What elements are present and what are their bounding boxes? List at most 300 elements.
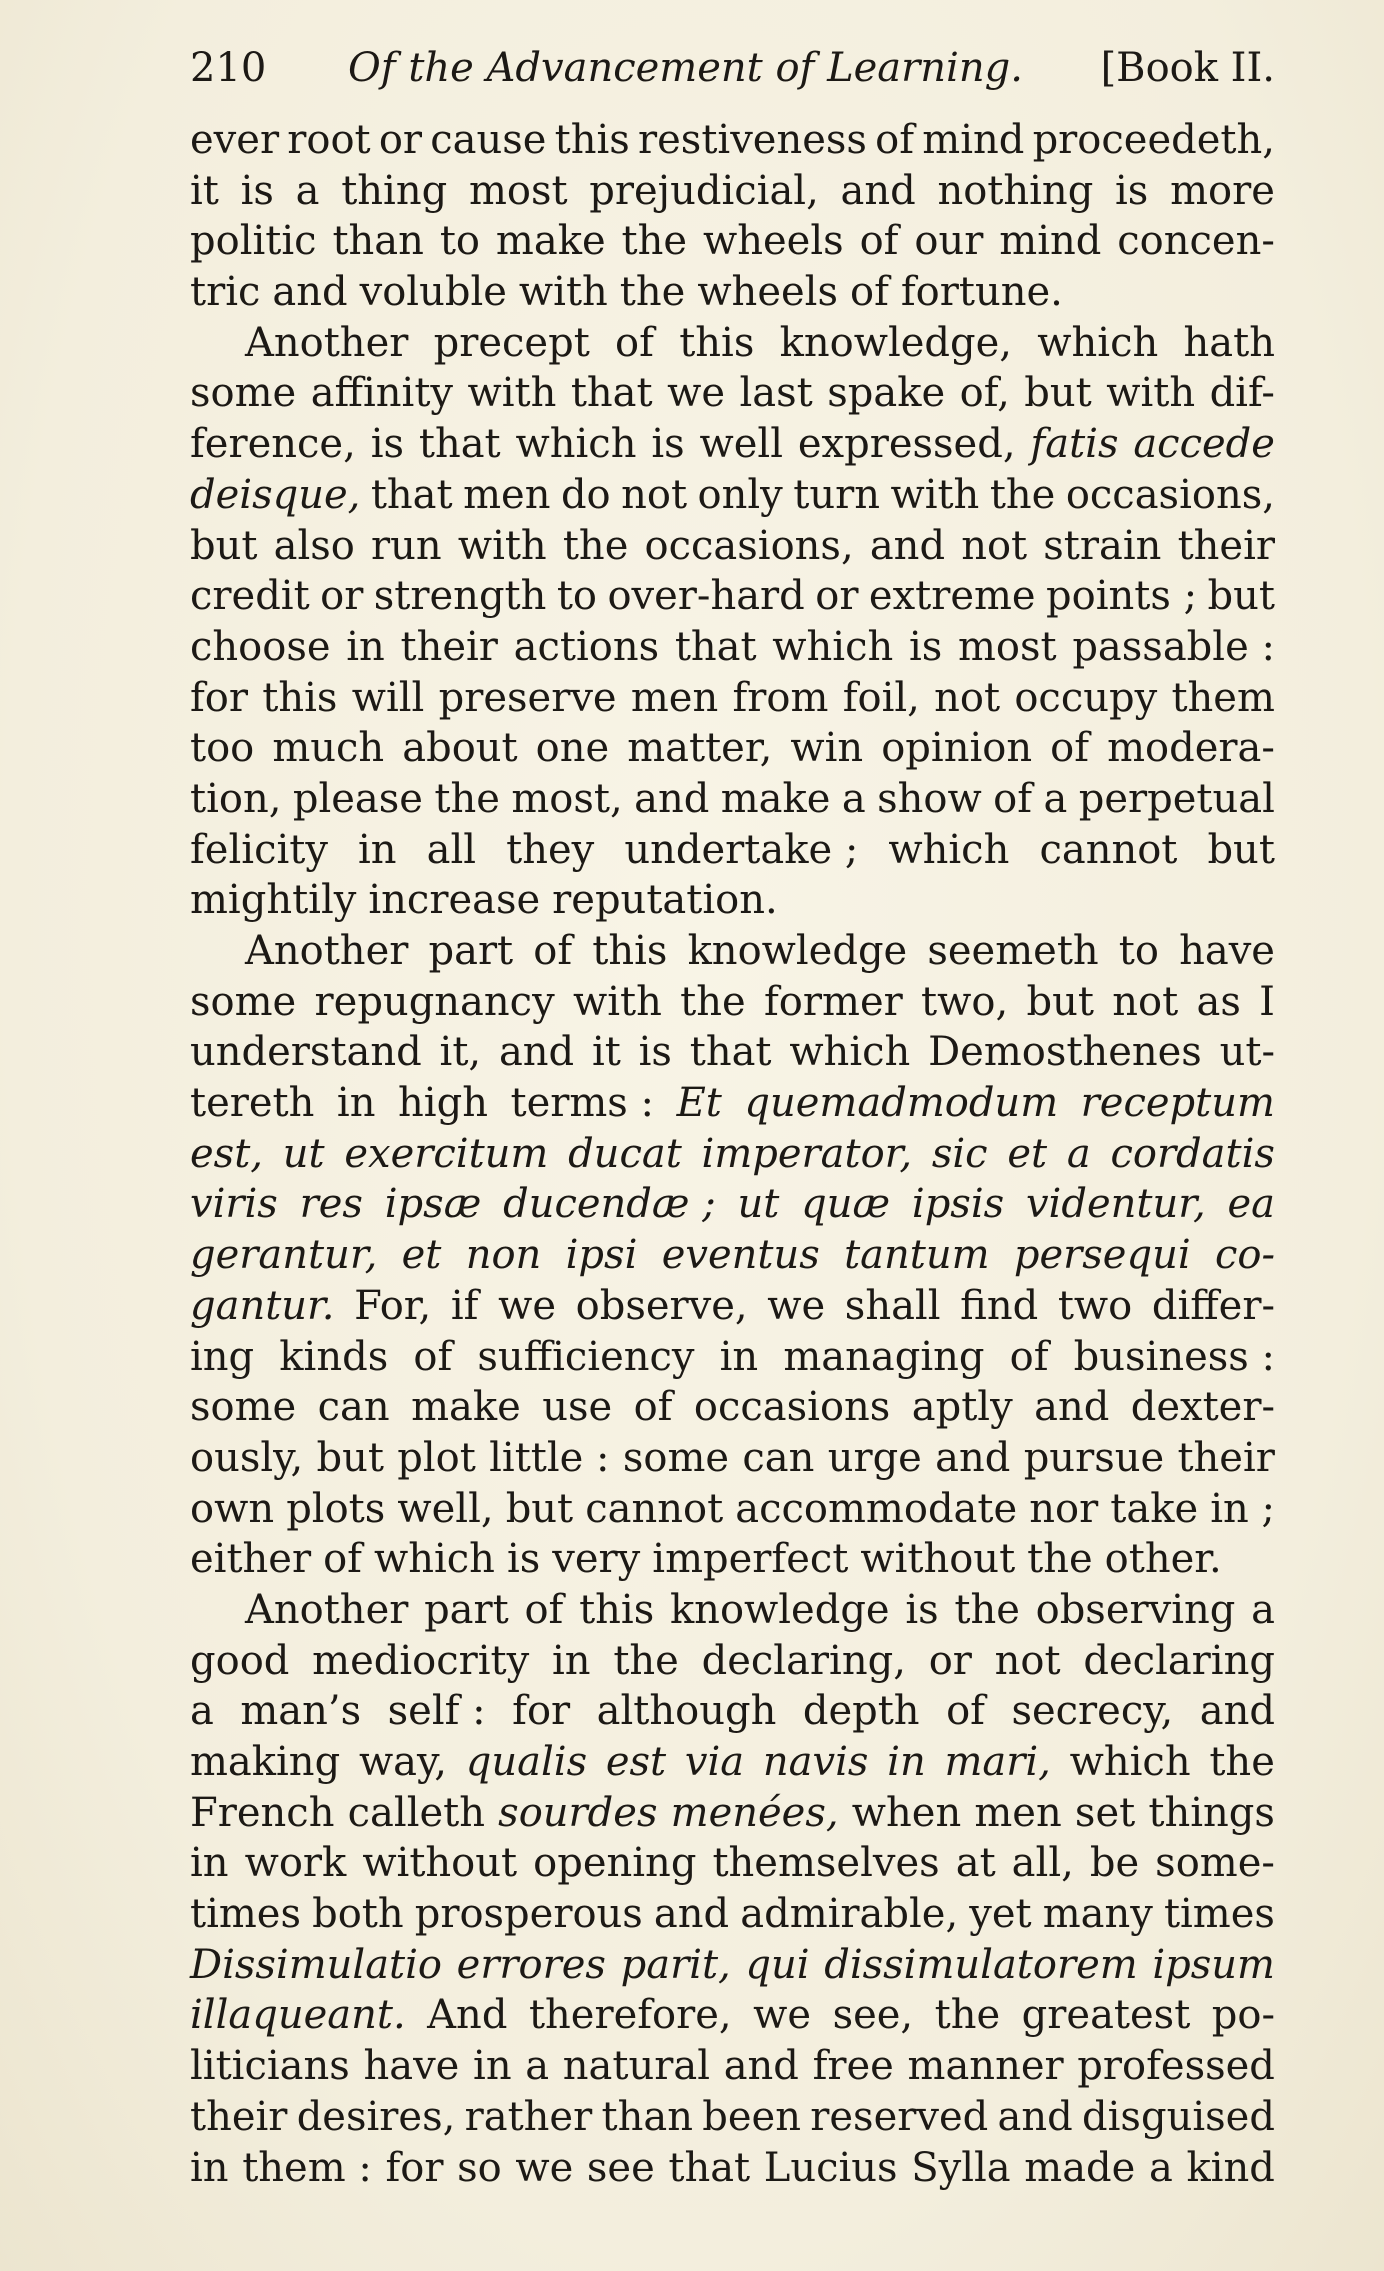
- text-line: [190, 1585, 1275, 1636]
- word: see,: [832, 1992, 914, 2039]
- word: voluble: [359, 269, 507, 316]
- word: eventus: [661, 1232, 820, 1279]
- word: with: [518, 269, 608, 316]
- word: Demosthenes: [928, 1029, 1202, 1076]
- word: is: [506, 1536, 541, 1583]
- body-text: [190, 115, 1275, 2193]
- word: one: [535, 725, 610, 772]
- word: ut: [737, 1181, 780, 1228]
- word: ously,: [190, 1434, 304, 1481]
- word: of: [875, 117, 915, 163]
- word: use: [542, 1384, 613, 1431]
- text-line: [190, 1027, 1275, 1078]
- word: admirable,: [740, 1891, 959, 1938]
- word: et: [401, 1232, 442, 1279]
- word: that: [370, 471, 453, 518]
- word: which: [373, 1536, 495, 1583]
- word: Another: [245, 1586, 409, 1633]
- word: been: [702, 2093, 801, 2140]
- word: but: [1024, 370, 1092, 417]
- word: a: [1043, 775, 1068, 822]
- word: est,: [190, 1130, 263, 1177]
- word: two,: [921, 978, 1009, 1025]
- word: po-: [1211, 1992, 1275, 2039]
- word: please: [292, 775, 423, 822]
- word: that: [674, 623, 757, 670]
- word: is: [240, 167, 274, 214]
- word: preserve: [438, 674, 617, 721]
- word: is: [651, 421, 685, 468]
- word: opinion: [881, 725, 1033, 772]
- word: either: [190, 1536, 312, 1583]
- running-header: [190, 38, 1275, 98]
- word: observing: [1035, 1586, 1236, 1633]
- word: of,: [959, 370, 1010, 417]
- text-line: [190, 1230, 1275, 1281]
- word: of: [1050, 725, 1090, 772]
- word: a: [525, 2043, 550, 2090]
- word: undertake ;: [624, 826, 859, 873]
- word: of: [993, 775, 1033, 822]
- word: if: [450, 1282, 479, 1329]
- word: not: [994, 1637, 1061, 1684]
- word: understand: [190, 1029, 422, 1076]
- word: their: [190, 2093, 288, 2140]
- word: this: [579, 1586, 655, 1633]
- word: a: [1251, 1586, 1275, 1633]
- word: observe,: [575, 1282, 748, 1329]
- word: although: [596, 1688, 777, 1735]
- word: them: [1171, 674, 1275, 721]
- word: secrecy,: [1011, 1688, 1174, 1735]
- word: terms :: [510, 1080, 655, 1127]
- word: some: [190, 1384, 297, 1431]
- word: navis: [762, 1739, 869, 1785]
- word: of: [1009, 1333, 1049, 1380]
- word: which: [772, 623, 894, 670]
- word: mind: [922, 117, 1025, 163]
- word: but: [1026, 978, 1094, 1025]
- word: which: [515, 421, 637, 468]
- word: via: [684, 1739, 745, 1785]
- word: will: [351, 674, 425, 721]
- word: urge: [827, 1434, 922, 1481]
- word: quæ: [801, 1181, 891, 1228]
- word: extreme: [868, 573, 1036, 620]
- word: of: [524, 1586, 564, 1633]
- word: accommodate: [735, 1485, 1018, 1532]
- word: with: [467, 370, 557, 417]
- word: aptly: [911, 1384, 1013, 1431]
- word: business :: [1073, 1333, 1275, 1380]
- word: they: [506, 826, 595, 873]
- word: ipsum: [1152, 1941, 1275, 1988]
- word: felicity: [190, 826, 328, 873]
- word: all,: [1011, 1840, 1074, 1887]
- word: themselves: [712, 1840, 940, 1887]
- word: yet: [969, 1891, 1032, 1938]
- word: for: [512, 1688, 571, 1735]
- word: the: [613, 1637, 679, 1684]
- word: find: [960, 1282, 1039, 1329]
- word: ut: [282, 1130, 325, 1177]
- word: or: [378, 117, 423, 163]
- word: this: [262, 674, 338, 721]
- word: Sylla: [911, 2144, 1011, 2191]
- word: so: [457, 2144, 502, 2191]
- word: see: [586, 2144, 655, 2191]
- word: foil,: [842, 674, 920, 721]
- text-line: [190, 1433, 1275, 1484]
- text-line: [190, 1990, 1275, 2041]
- text-line: [190, 419, 1275, 470]
- text-line: [190, 1281, 1275, 1332]
- word: occupy: [1014, 674, 1158, 721]
- word: opening: [533, 1840, 697, 1887]
- word: way,: [358, 1739, 448, 1785]
- word: work: [244, 1840, 347, 1887]
- word: dissimulatorem: [824, 1941, 1138, 1988]
- word: ing: [190, 1333, 255, 1380]
- word: have: [363, 2043, 460, 2090]
- text-line: [190, 571, 1275, 622]
- text-line: [190, 1534, 1275, 1585]
- word: most: [468, 167, 568, 214]
- word: in: [473, 2043, 512, 2090]
- word: too: [190, 725, 255, 772]
- text-line: [190, 1078, 1275, 1129]
- word: Another: [245, 928, 409, 974]
- word: prejudicial,: [589, 167, 819, 214]
- word: cause: [430, 117, 547, 163]
- word: prosperous: [414, 1891, 643, 1938]
- word: the: [619, 269, 686, 316]
- word: man’s: [240, 1688, 362, 1735]
- word: times: [190, 1891, 301, 1938]
- word: than: [601, 2093, 693, 2140]
- word: we: [515, 2144, 574, 2191]
- text-line: [190, 1484, 1275, 1535]
- word: dif-: [1209, 370, 1275, 417]
- word: ipsi: [565, 1232, 638, 1279]
- word: or: [815, 573, 859, 620]
- text-line: [190, 318, 1275, 369]
- word: former: [764, 978, 903, 1025]
- word: also: [273, 522, 355, 569]
- word: of: [849, 269, 889, 316]
- word: that: [418, 421, 501, 468]
- word: natural: [562, 2043, 711, 2090]
- word: knowledge: [687, 928, 908, 974]
- word: more: [1170, 167, 1275, 214]
- word: occasions,: [1065, 471, 1275, 518]
- word: credit: [190, 573, 310, 620]
- word: root: [287, 117, 371, 163]
- word: have: [1179, 928, 1275, 974]
- word: of: [413, 1333, 453, 1380]
- word: occasions: [693, 1384, 891, 1431]
- word: last: [739, 370, 813, 417]
- word: of: [946, 1688, 985, 1735]
- word: modera-: [1107, 725, 1275, 772]
- word: for: [385, 2144, 444, 2191]
- word: imperfect: [652, 1536, 849, 1583]
- word: little :: [489, 1434, 610, 1481]
- word: fortune.: [900, 269, 1063, 316]
- word: free: [812, 2043, 894, 2090]
- word: the: [680, 978, 746, 1025]
- word: I: [1259, 978, 1275, 1025]
- word: nothing: [937, 167, 1094, 214]
- word: with: [457, 522, 547, 569]
- word: sic: [931, 1130, 988, 1177]
- text-line: [190, 166, 1275, 217]
- text-line: [190, 977, 1275, 1028]
- word: spake: [827, 370, 946, 417]
- word: this: [554, 117, 630, 163]
- word: a: [841, 775, 866, 822]
- word: in: [346, 623, 385, 670]
- word: exercitum: [344, 1130, 549, 1177]
- word: manner: [907, 2043, 1064, 2090]
- text-line: [190, 1179, 1275, 1230]
- text-line: [190, 825, 1275, 876]
- word: that: [668, 2144, 751, 2191]
- text-line: [190, 1129, 1275, 1180]
- word: with: [572, 978, 662, 1025]
- word: as: [1196, 978, 1241, 1025]
- word: and: [1034, 1384, 1110, 1431]
- word: our: [914, 218, 984, 265]
- word: not: [961, 522, 1028, 569]
- word: greatest: [1021, 1992, 1191, 2039]
- word: own: [190, 1485, 275, 1532]
- word: imperator,: [701, 1130, 913, 1177]
- word: nor: [1029, 1485, 1099, 1532]
- word: choose: [190, 623, 331, 670]
- word: is: [908, 623, 943, 670]
- word: set: [1074, 1789, 1136, 1836]
- word: a: [295, 167, 320, 214]
- word: to: [556, 573, 597, 620]
- text-line: [190, 875, 1275, 926]
- word: of: [533, 928, 573, 974]
- word: that: [570, 370, 653, 417]
- text-line: [190, 723, 1275, 774]
- word: non: [465, 1232, 542, 1279]
- word: perpetual: [1078, 775, 1275, 822]
- text-line: [190, 1889, 1275, 1940]
- word: about: [402, 725, 518, 772]
- word: to: [1118, 928, 1159, 974]
- word: Et: [676, 1080, 722, 1127]
- word: their: [1177, 522, 1275, 569]
- word: which: [1037, 319, 1159, 366]
- word: dexter-: [1130, 1384, 1275, 1431]
- word: and: [869, 522, 946, 569]
- word: actions: [513, 623, 660, 670]
- word: affinity: [310, 370, 453, 417]
- word: disguised: [1082, 2093, 1275, 2140]
- word: managing: [783, 1333, 985, 1380]
- word: to: [439, 218, 480, 265]
- word: Lucius: [763, 2144, 898, 2191]
- word: Another: [245, 319, 409, 366]
- word: is: [1115, 167, 1149, 214]
- word: make: [720, 775, 831, 822]
- word: mightily: [190, 877, 357, 924]
- word: est: [605, 1739, 667, 1785]
- page-number: 210: [190, 45, 267, 91]
- word: well,: [397, 1485, 494, 1532]
- word: ference,: [190, 421, 356, 468]
- word: of: [615, 319, 654, 366]
- word: repugnancy: [314, 978, 555, 1025]
- word: and: [840, 167, 916, 214]
- word: the: [1027, 1536, 1093, 1583]
- word: which: [888, 826, 1010, 873]
- word: res: [299, 1181, 363, 1228]
- word: in: [358, 826, 397, 873]
- text-line: [190, 1332, 1275, 1383]
- word: pursue: [1023, 1434, 1165, 1481]
- word: can: [742, 1434, 815, 1481]
- word: a: [190, 1688, 214, 1735]
- word: is: [638, 1029, 672, 1076]
- word: making: [190, 1739, 341, 1785]
- word: ipsæ: [384, 1181, 482, 1228]
- word: professed: [1077, 2043, 1275, 2090]
- word: viris: [190, 1181, 278, 1228]
- word: well: [699, 421, 784, 468]
- word: quemadmodum: [744, 1080, 1059, 1127]
- word: is: [370, 421, 405, 468]
- word: make: [411, 1384, 521, 1431]
- word: not: [934, 674, 1001, 721]
- word: can: [317, 1384, 390, 1431]
- word: qui: [745, 1941, 810, 1988]
- word: in: [719, 1333, 759, 1380]
- word: ever: [190, 117, 280, 163]
- word: cordatis: [1110, 1130, 1275, 1177]
- word: that: [689, 1029, 772, 1076]
- word: strain: [1043, 522, 1162, 569]
- word: precept: [433, 319, 590, 366]
- book-marker: [Book II.: [1100, 45, 1275, 91]
- text-line: [190, 1382, 1275, 1433]
- word: calleth: [347, 1789, 485, 1836]
- word: their: [400, 623, 498, 670]
- word: deisque,: [190, 471, 361, 518]
- word: be: [1089, 1840, 1140, 1887]
- word: declaring: [1083, 1637, 1275, 1684]
- word: mediocrity: [312, 1637, 530, 1684]
- word: for: [190, 674, 249, 721]
- word: high: [398, 1080, 488, 1127]
- word: seemeth: [927, 928, 1099, 974]
- word: over-hard: [607, 573, 805, 620]
- word: desires,: [296, 2093, 456, 2140]
- word: with: [890, 471, 980, 518]
- word: all: [426, 826, 477, 873]
- text-line: [190, 2041, 1275, 2092]
- text-line: [190, 115, 1275, 166]
- word: we: [767, 1282, 826, 1329]
- word: increase: [368, 877, 541, 924]
- word: co-: [1214, 1232, 1275, 1279]
- word: liticians: [190, 2043, 350, 2090]
- word: and: [723, 2043, 799, 2090]
- word: parit,: [620, 1941, 731, 1988]
- word: differ-: [1151, 1282, 1275, 1329]
- word: ut-: [1219, 1029, 1275, 1076]
- word: knowledge: [669, 1586, 890, 1633]
- word: but: [1207, 826, 1275, 873]
- word: kinds: [279, 1333, 389, 1380]
- word: mind: [999, 218, 1102, 265]
- word: some: [622, 1434, 730, 1481]
- word: two: [1057, 1282, 1133, 1329]
- word: which: [1069, 1739, 1191, 1785]
- word: cannot: [1039, 826, 1178, 873]
- word: strength: [373, 573, 547, 620]
- word: sufficiency: [477, 1333, 695, 1380]
- word: and: [498, 1029, 575, 1076]
- word: hath: [1183, 319, 1275, 366]
- word: videntur,: [1025, 1181, 1206, 1228]
- word: both: [312, 1891, 404, 1938]
- word: good: [190, 1637, 290, 1684]
- word: other.: [1104, 1536, 1222, 1583]
- word: ducat: [568, 1130, 682, 1177]
- text-line: [190, 267, 1275, 318]
- text-line: [190, 521, 1275, 572]
- word: declaring,: [701, 1637, 906, 1684]
- text-line: [190, 1788, 1275, 1839]
- word: part: [424, 1586, 509, 1633]
- word: them :: [242, 2144, 372, 2191]
- word: part: [428, 928, 514, 974]
- word: and: [653, 1891, 730, 1938]
- word: kind: [1186, 2144, 1275, 2191]
- word: made: [1024, 2144, 1136, 2191]
- word: gerantur,: [190, 1232, 378, 1279]
- word: Dissimulatio: [190, 1941, 442, 1988]
- word: in: [336, 1080, 376, 1127]
- text-line: [190, 774, 1275, 825]
- word: self :: [387, 1688, 486, 1735]
- text-line: [190, 673, 1275, 724]
- word: French: [190, 1789, 335, 1836]
- word: make: [495, 218, 606, 265]
- word: the: [934, 1992, 1001, 2039]
- word: at: [955, 1840, 996, 1887]
- word: of: [633, 1384, 673, 1431]
- word: wheels: [702, 218, 844, 265]
- word: but: [505, 1485, 574, 1532]
- word: turn: [793, 471, 880, 518]
- word: things: [1148, 1789, 1275, 1836]
- word: take: [1110, 1485, 1199, 1532]
- word: shall: [844, 1282, 941, 1329]
- word: knowledge,: [779, 319, 1013, 366]
- word: qualis: [465, 1739, 588, 1785]
- word: we: [753, 1992, 812, 2039]
- word: plots: [286, 1485, 386, 1532]
- word: in: [551, 1637, 591, 1684]
- word: we: [667, 370, 726, 417]
- word: their: [1177, 1434, 1275, 1481]
